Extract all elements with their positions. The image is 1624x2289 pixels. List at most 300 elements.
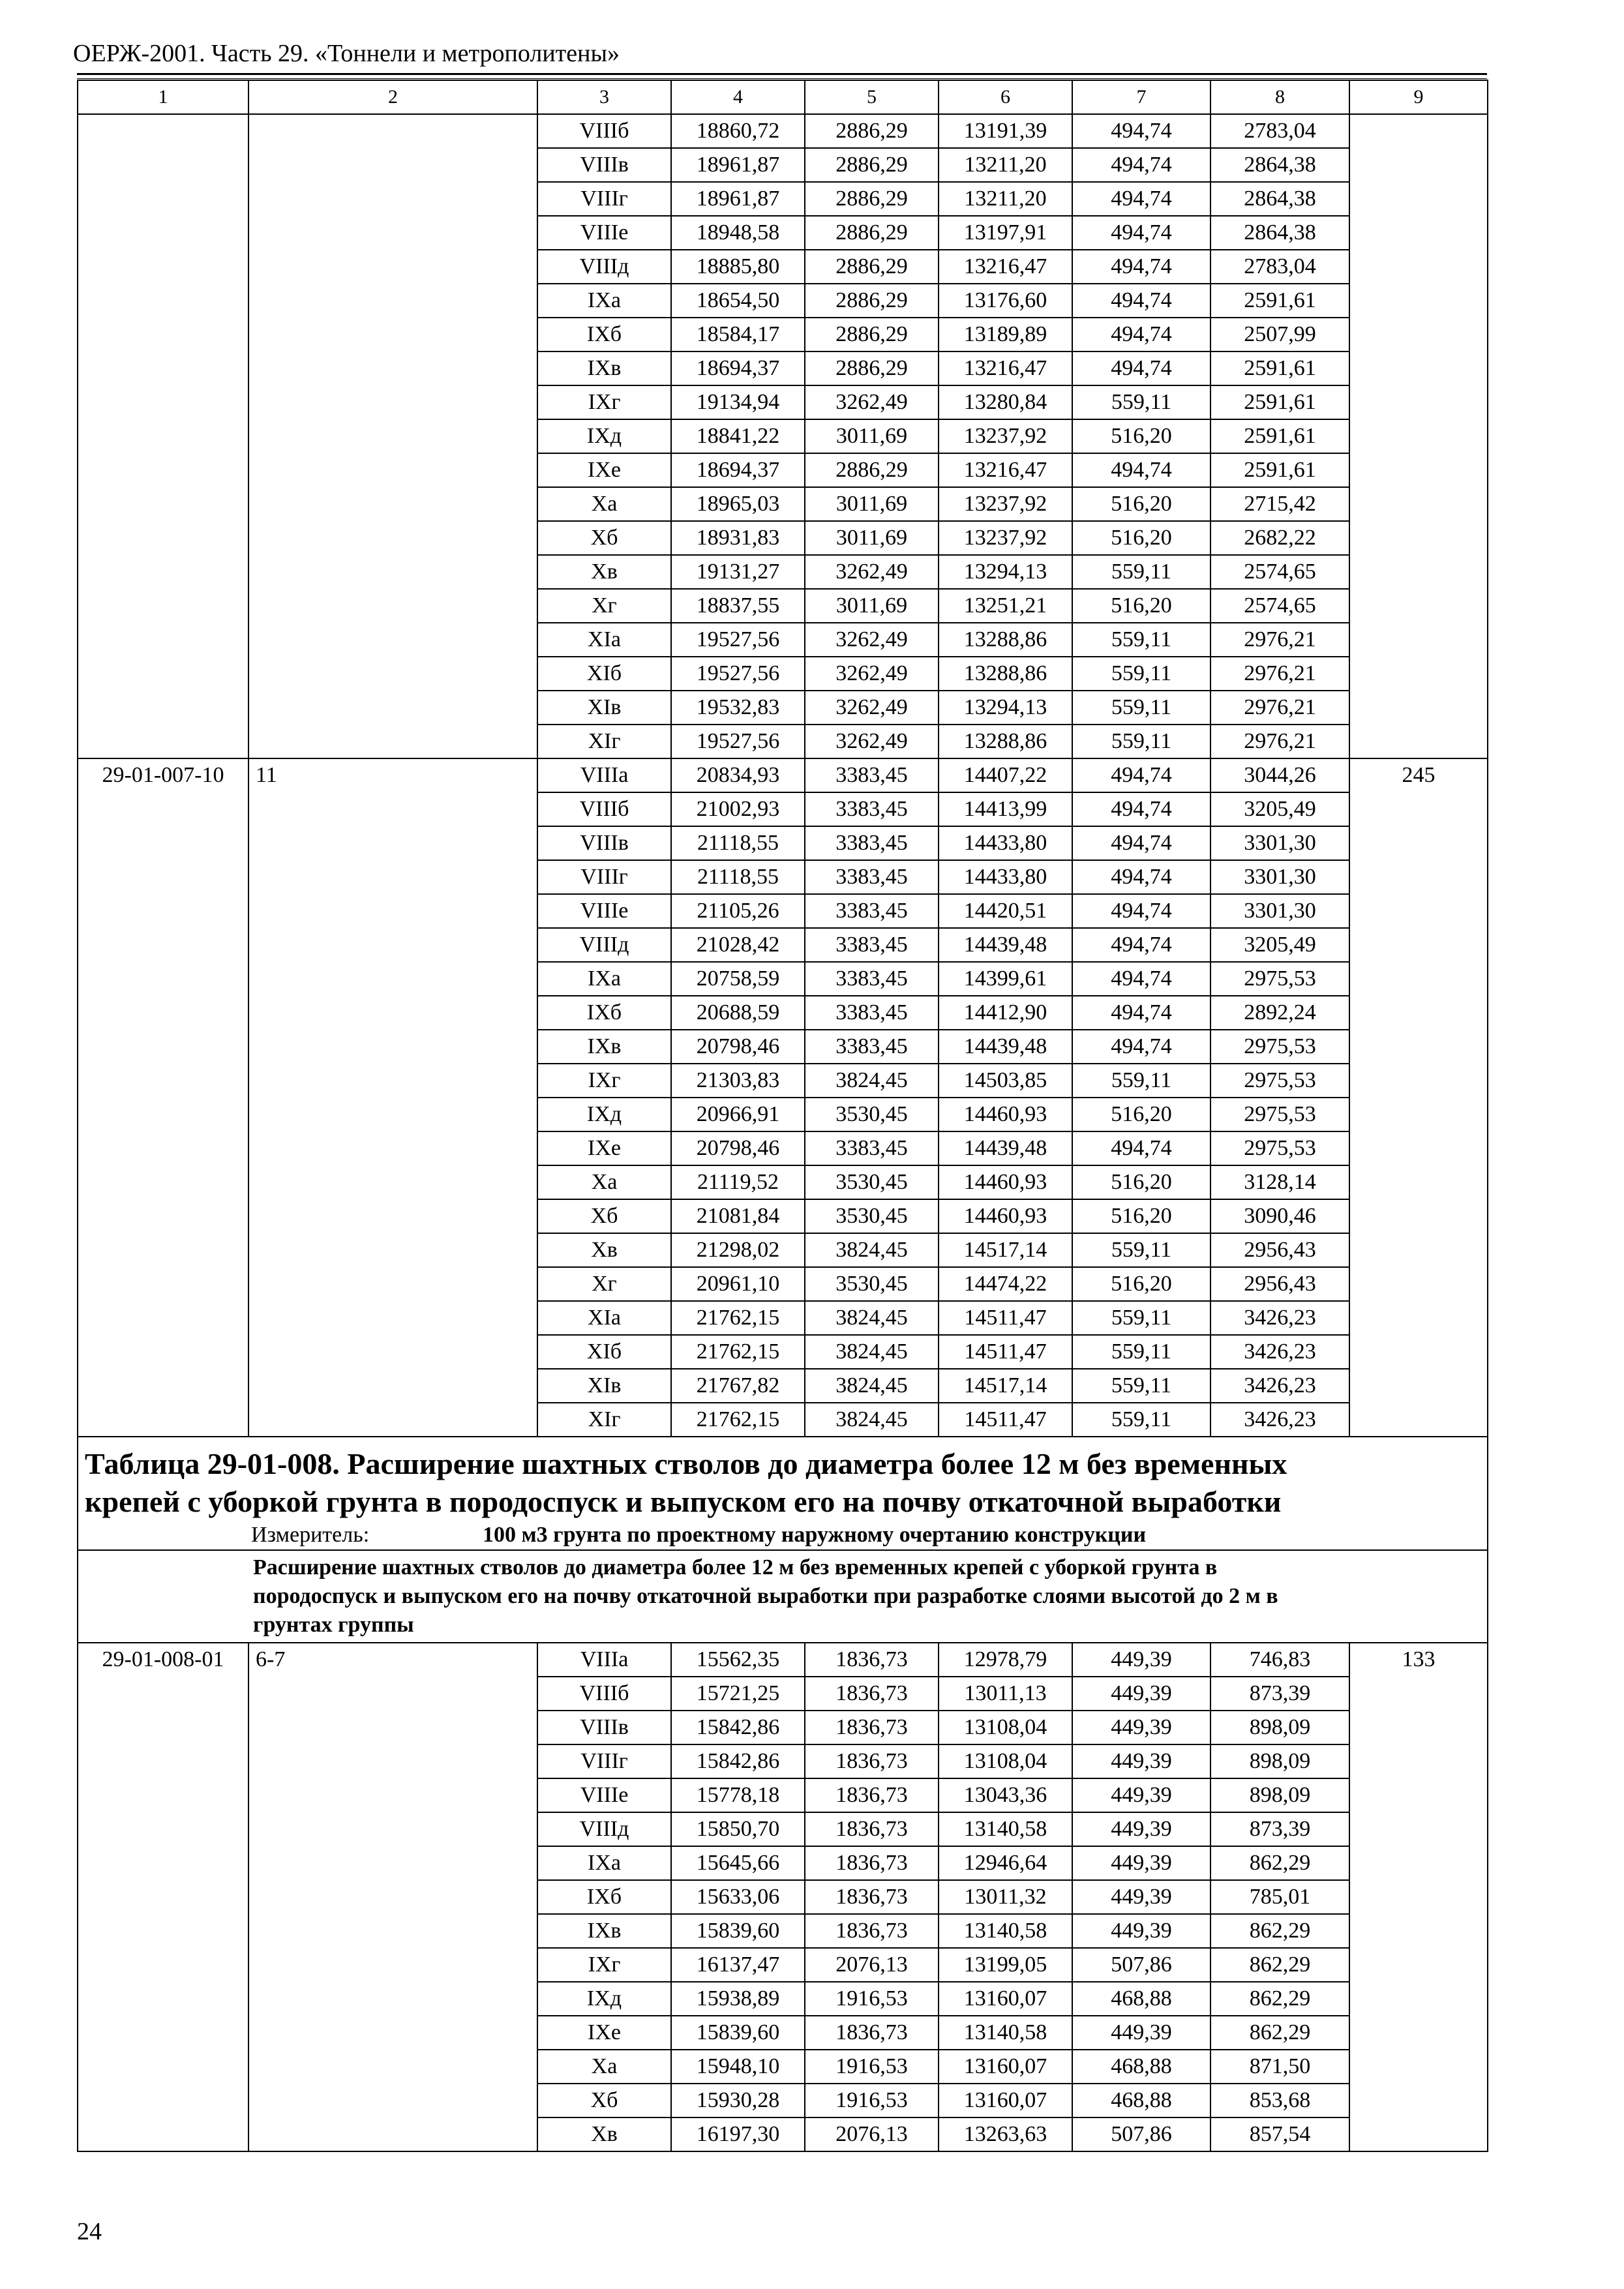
- table-cell: 2076,13: [805, 2117, 939, 2151]
- table-cell: 18837,55: [671, 589, 805, 623]
- table-cell: 559,11: [1072, 691, 1210, 725]
- table-cell: IXв: [537, 1030, 671, 1064]
- table-cell: 516,20: [1072, 1098, 1210, 1131]
- table-cell: 3262,49: [805, 385, 939, 419]
- table-cell: 18694,37: [671, 453, 805, 487]
- table-cell: 3530,45: [805, 1165, 939, 1199]
- table-cell: 21298,02: [671, 1233, 805, 1267]
- table-cell: 18961,87: [671, 182, 805, 216]
- table-cell: 20966,91: [671, 1098, 805, 1131]
- table-cell: 18654,50: [671, 284, 805, 318]
- table-cell: 1836,73: [805, 1812, 939, 1846]
- table-row: [78, 1643, 1488, 1677]
- soil-group-cell: 6-7: [248, 1643, 537, 2151]
- table-cell: 559,11: [1072, 385, 1210, 419]
- table-cell: 3383,45: [805, 894, 939, 928]
- table-cell: 12946,64: [939, 1846, 1072, 1880]
- table-cell: 1916,53: [805, 2050, 939, 2084]
- table-cell: 2956,43: [1210, 1233, 1349, 1267]
- description-cell: [78, 1550, 1488, 1643]
- table-cell: 2783,04: [1210, 250, 1349, 284]
- table-cell: 516,20: [1072, 521, 1210, 555]
- table-cell: 19527,56: [671, 657, 805, 691]
- table-cell: 2975,53: [1210, 1098, 1349, 1131]
- table-cell: VIIIв: [537, 1711, 671, 1744]
- table-cell: 3262,49: [805, 623, 939, 657]
- table-cell: IXд: [537, 419, 671, 453]
- table-cell: 2886,29: [805, 182, 939, 216]
- table-cell: 13199,05: [939, 1948, 1072, 1982]
- table-cell: 494,74: [1072, 250, 1210, 284]
- table-cell: 898,09: [1210, 1744, 1349, 1778]
- table-cell: 20961,10: [671, 1267, 805, 1301]
- table-cell: 14439,48: [939, 928, 1072, 962]
- table-cell: 13011,32: [939, 1880, 1072, 1914]
- table-cell: 507,86: [1072, 1948, 1210, 1982]
- table-title-line1: Таблица 29-01-008. Расширение шахтных стволов до диаметра более 12 м без временных: [85, 1447, 1287, 1480]
- table-cell: 494,74: [1072, 996, 1210, 1030]
- table-cell: 494,74: [1072, 1030, 1210, 1064]
- table-cell: 494,74: [1072, 216, 1210, 250]
- description-line3: грунтах группы: [253, 1613, 414, 1637]
- table-cell: 3044,26: [1210, 758, 1349, 792]
- table-cell: 559,11: [1072, 1403, 1210, 1437]
- table-cell: 898,09: [1210, 1711, 1349, 1744]
- header-rule: [77, 73, 1487, 75]
- table-cell: 2886,29: [805, 453, 939, 487]
- table-cell: 449,39: [1072, 1880, 1210, 1914]
- column-number: 8: [1210, 80, 1349, 114]
- table-cell: 18965,03: [671, 487, 805, 521]
- table-cell: 3205,49: [1210, 928, 1349, 962]
- table-cell: 449,39: [1072, 1914, 1210, 1948]
- table-cell: 21119,52: [671, 1165, 805, 1199]
- table-cell: 21118,55: [671, 860, 805, 894]
- table-cell: 2976,21: [1210, 623, 1349, 657]
- table-cell: 13294,13: [939, 691, 1072, 725]
- table-cell: 559,11: [1072, 1233, 1210, 1267]
- table-cell: 13140,58: [939, 1914, 1072, 1948]
- table-cell: 494,74: [1072, 962, 1210, 996]
- table-cell: Xв: [537, 555, 671, 589]
- table-cell: Xа: [537, 2050, 671, 2084]
- table-cell: 21762,15: [671, 1301, 805, 1335]
- column-number: 7: [1072, 80, 1210, 114]
- table-cell: 468,88: [1072, 2050, 1210, 2084]
- table-cell: 3301,30: [1210, 826, 1349, 860]
- table-cell: XIб: [537, 1335, 671, 1369]
- table-cell: 13160,07: [939, 2050, 1072, 2084]
- header-rule-thin: [77, 78, 1487, 79]
- table-cell: 3426,23: [1210, 1335, 1349, 1369]
- table-cell: 15930,28: [671, 2084, 805, 2117]
- table-cell: 873,39: [1210, 1677, 1349, 1711]
- table-cell: IXе: [537, 453, 671, 487]
- table-cell: 449,39: [1072, 1812, 1210, 1846]
- table-cell: 2574,65: [1210, 589, 1349, 623]
- table-cell: 18961,87: [671, 148, 805, 182]
- table-cell: 14439,48: [939, 1131, 1072, 1165]
- table-cell: 21303,83: [671, 1064, 805, 1098]
- table-cell: 14407,22: [939, 758, 1072, 792]
- table-cell: 494,74: [1072, 148, 1210, 182]
- table-cell: 19134,94: [671, 385, 805, 419]
- table-cell: VIIIг: [537, 182, 671, 216]
- table-cell: 21028,42: [671, 928, 805, 962]
- table-cell: 21118,55: [671, 826, 805, 860]
- table-cell: 494,74: [1072, 758, 1210, 792]
- table-cell: 516,20: [1072, 419, 1210, 453]
- meter-label: Измеритель:: [251, 1523, 370, 1547]
- table-cell: 21762,15: [671, 1403, 805, 1437]
- table-cell: 2976,21: [1210, 725, 1349, 758]
- table-cell: XIа: [537, 1301, 671, 1335]
- table-cell: Xб: [537, 2084, 671, 2117]
- table-cell: 494,74: [1072, 114, 1210, 148]
- table-cell: 1836,73: [805, 1643, 939, 1677]
- table-cell: 3262,49: [805, 691, 939, 725]
- table-cell: 2975,53: [1210, 1030, 1349, 1064]
- table-cell: 494,74: [1072, 894, 1210, 928]
- table-cell: 2864,38: [1210, 182, 1349, 216]
- table-cell: 494,74: [1072, 1131, 1210, 1165]
- table-cell: 516,20: [1072, 1199, 1210, 1233]
- table-cell: 2783,04: [1210, 114, 1349, 148]
- table-cell: 21002,93: [671, 792, 805, 826]
- table-cell: 3530,45: [805, 1267, 939, 1301]
- table-cell: 14511,47: [939, 1403, 1072, 1437]
- table-cell: 2591,61: [1210, 284, 1349, 318]
- table-cell: 13197,91: [939, 216, 1072, 250]
- table-cell: 2975,53: [1210, 1064, 1349, 1098]
- table-cell: 3383,45: [805, 928, 939, 962]
- column-number: 4: [671, 80, 805, 114]
- table-cell: 873,39: [1210, 1812, 1349, 1846]
- table-cell: 13189,89: [939, 318, 1072, 352]
- table-cell: 3530,45: [805, 1098, 939, 1131]
- table-cell: 2076,13: [805, 1948, 939, 1982]
- table-cell: 559,11: [1072, 1335, 1210, 1369]
- table-cell: 746,83: [1210, 1643, 1349, 1677]
- table-cell: 494,74: [1072, 318, 1210, 352]
- table-cell: 3011,69: [805, 419, 939, 453]
- table-cell: 14420,51: [939, 894, 1072, 928]
- table-cell: 15948,10: [671, 2050, 805, 2084]
- meter-value: 100 м3 грунта по проектному наружному очертанию конструкции: [483, 1523, 1147, 1547]
- table-cell: 18694,37: [671, 352, 805, 385]
- table-cell: 15842,86: [671, 1711, 805, 1744]
- table-cell: 3824,45: [805, 1233, 939, 1267]
- table-cell: IXе: [537, 1131, 671, 1165]
- table-cell: 16197,30: [671, 2117, 805, 2151]
- table-cell: VIIIд: [537, 928, 671, 962]
- table-cell: 3011,69: [805, 589, 939, 623]
- table-cell: VIIIд: [537, 1812, 671, 1846]
- column-number: 2: [248, 80, 537, 114]
- description-row: [78, 1550, 1488, 1643]
- table-cell: 1836,73: [805, 1744, 939, 1778]
- table-cell: Xа: [537, 1165, 671, 1199]
- table-cell: 13043,36: [939, 1778, 1072, 1812]
- table-cell: IXг: [537, 1064, 671, 1098]
- table-cell: 14399,61: [939, 962, 1072, 996]
- table-cell: 449,39: [1072, 1744, 1210, 1778]
- table-cell: 2886,29: [805, 148, 939, 182]
- table-cell: XIв: [537, 1369, 671, 1403]
- table-cell: 2507,99: [1210, 318, 1349, 352]
- table-cell: XIг: [537, 725, 671, 758]
- table-cell: 19131,27: [671, 555, 805, 589]
- table-cell: 18948,58: [671, 216, 805, 250]
- table-cell: VIIIв: [537, 148, 671, 182]
- table-cell: IXб: [537, 996, 671, 1030]
- column-number: 6: [939, 80, 1072, 114]
- table-cell: Xб: [537, 521, 671, 555]
- table-cell: 1836,73: [805, 1846, 939, 1880]
- table-cell: 2975,53: [1210, 1131, 1349, 1165]
- table-cell: 14460,93: [939, 1098, 1072, 1131]
- description-line2: породоспуск и выпуском его на почву откаточной выработки при разработке слоями высотой до 2 м в: [253, 1584, 1278, 1608]
- table-cell: 13011,13: [939, 1677, 1072, 1711]
- table-cell: VIIIа: [537, 758, 671, 792]
- table-cell: 468,88: [1072, 2084, 1210, 2117]
- column-9-cell: 245: [1349, 758, 1488, 1437]
- table-cell: IXд: [537, 1098, 671, 1131]
- table-cell: XIа: [537, 623, 671, 657]
- table-cell: 449,39: [1072, 1643, 1210, 1677]
- table-cell: 20798,46: [671, 1030, 805, 1064]
- table-cell: VIIIг: [537, 1744, 671, 1778]
- column-9-cell: [1349, 114, 1488, 758]
- table-cell: 3262,49: [805, 725, 939, 758]
- table-cell: 449,39: [1072, 1846, 1210, 1880]
- table-cell: 3383,45: [805, 860, 939, 894]
- table-cell: 3383,45: [805, 758, 939, 792]
- table-cell: 20834,93: [671, 758, 805, 792]
- table-cell: XIб: [537, 657, 671, 691]
- table-cell: 3824,45: [805, 1064, 939, 1098]
- table-cell: 13211,20: [939, 182, 1072, 216]
- table-cell: IXе: [537, 2016, 671, 2050]
- table-cell: 559,11: [1072, 1301, 1210, 1335]
- table-cell: 3824,45: [805, 1369, 939, 1403]
- table-cell: 13160,07: [939, 2084, 1072, 2117]
- table-cell: IXв: [537, 352, 671, 385]
- table-cell: 13160,07: [939, 1982, 1072, 2016]
- table-cell: 3824,45: [805, 1403, 939, 1437]
- table-cell: 468,88: [1072, 1982, 1210, 2016]
- table-cell: 3383,45: [805, 826, 939, 860]
- table-cell: 14439,48: [939, 1030, 1072, 1064]
- table-cell: IXг: [537, 1948, 671, 1982]
- table-cell: 18885,80: [671, 250, 805, 284]
- table-cell: 853,68: [1210, 2084, 1349, 2117]
- table-cell: 2886,29: [805, 216, 939, 250]
- table-cell: 862,29: [1210, 1982, 1349, 2016]
- table-cell: 2976,21: [1210, 657, 1349, 691]
- table-cell: 3301,30: [1210, 860, 1349, 894]
- table-cell: 15778,18: [671, 1778, 805, 1812]
- table-cell: 19527,56: [671, 623, 805, 657]
- meter-line: [85, 1521, 1487, 1549]
- table-cell: 449,39: [1072, 1711, 1210, 1744]
- table-cell: 13191,39: [939, 114, 1072, 148]
- table-cell: 21767,82: [671, 1369, 805, 1403]
- table-cell: 2886,29: [805, 284, 939, 318]
- table-cell: 494,74: [1072, 352, 1210, 385]
- table-cell: 3011,69: [805, 487, 939, 521]
- table-cell: 13108,04: [939, 1744, 1072, 1778]
- table-cell: 14503,85: [939, 1064, 1072, 1098]
- table-cell: IXв: [537, 1914, 671, 1948]
- table-cell: IXг: [537, 385, 671, 419]
- table-cell: 559,11: [1072, 657, 1210, 691]
- table-cell: 13216,47: [939, 352, 1072, 385]
- table-cell: 2591,61: [1210, 419, 1349, 453]
- table-cell: 13263,63: [939, 2117, 1072, 2151]
- table-cell: 2886,29: [805, 318, 939, 352]
- table-cell: 13280,84: [939, 385, 1072, 419]
- table-cell: 1836,73: [805, 2016, 939, 2050]
- table-cell: 13216,47: [939, 453, 1072, 487]
- table-cell: 3383,45: [805, 1131, 939, 1165]
- table-cell: 1836,73: [805, 1711, 939, 1744]
- table-cell: VIIIв: [537, 826, 671, 860]
- table-cell: 2682,22: [1210, 521, 1349, 555]
- table-cell: 2864,38: [1210, 148, 1349, 182]
- table-cell: 15721,25: [671, 1677, 805, 1711]
- table-cell: 507,86: [1072, 2117, 1210, 2151]
- table-cell: 857,54: [1210, 2117, 1349, 2151]
- column-number: 1: [78, 80, 248, 114]
- table-cell: 3383,45: [805, 1030, 939, 1064]
- column-number: 3: [537, 80, 671, 114]
- table-cell: 2886,29: [805, 352, 939, 385]
- table-cell: IXа: [537, 962, 671, 996]
- table-cell: VIIIб: [537, 1677, 671, 1711]
- table-cell: 14413,99: [939, 792, 1072, 826]
- table-cell: 559,11: [1072, 1064, 1210, 1098]
- soil-group-cell: 11: [248, 758, 537, 1437]
- table-title-line2: крепей с уборкой грунта в породоспуск и выпуском его на почву откаточной выработки: [85, 1485, 1282, 1518]
- table-cell: 516,20: [1072, 1165, 1210, 1199]
- table-cell: 2976,21: [1210, 691, 1349, 725]
- table-cell: 785,01: [1210, 1880, 1349, 1914]
- table-cell: 2886,29: [805, 114, 939, 148]
- table-cell: 21762,15: [671, 1335, 805, 1369]
- table-cell: 2715,42: [1210, 487, 1349, 521]
- table-cell: 15842,86: [671, 1744, 805, 1778]
- table-cell: 13288,86: [939, 725, 1072, 758]
- table-row: [78, 114, 1488, 148]
- table-cell: 3383,45: [805, 792, 939, 826]
- table-cell: Xб: [537, 1199, 671, 1233]
- table-cell: 449,39: [1072, 1677, 1210, 1711]
- table-cell: VIIIе: [537, 894, 671, 928]
- table-cell: 18860,72: [671, 114, 805, 148]
- table-cell: 15633,06: [671, 1880, 805, 1914]
- table-cell: 3205,49: [1210, 792, 1349, 826]
- table-cell: 516,20: [1072, 487, 1210, 521]
- table-cell: 13211,20: [939, 148, 1072, 182]
- table-cell: 15839,60: [671, 2016, 805, 2050]
- table-cell: 3426,23: [1210, 1301, 1349, 1335]
- table-cell: 1836,73: [805, 1880, 939, 1914]
- table-cell: 871,50: [1210, 2050, 1349, 2084]
- table-cell: 13216,47: [939, 250, 1072, 284]
- table-cell: 19532,83: [671, 691, 805, 725]
- table-cell: 13108,04: [939, 1711, 1072, 1744]
- table-cell: XIг: [537, 1403, 671, 1437]
- table-cell: 862,29: [1210, 2016, 1349, 2050]
- table-cell: 15850,70: [671, 1812, 805, 1846]
- table-cell: 2591,61: [1210, 352, 1349, 385]
- table-cell: 2886,29: [805, 250, 939, 284]
- table-cell: 13237,92: [939, 487, 1072, 521]
- table-cell: 1836,73: [805, 1778, 939, 1812]
- table-cell: 21081,84: [671, 1199, 805, 1233]
- table-cell: 18584,17: [671, 318, 805, 352]
- table-cell: 13140,58: [939, 1812, 1072, 1846]
- table-cell: 1836,73: [805, 1914, 939, 1948]
- table-cell: 3426,23: [1210, 1369, 1349, 1403]
- table-cell: 14433,80: [939, 826, 1072, 860]
- table-cell: 3090,46: [1210, 1199, 1349, 1233]
- table-cell: 13288,86: [939, 657, 1072, 691]
- soil-group-cell: [248, 114, 537, 758]
- table-cell: 3824,45: [805, 1301, 939, 1335]
- table-cell: 559,11: [1072, 725, 1210, 758]
- table-cell: 15645,66: [671, 1846, 805, 1880]
- table-cell: XIв: [537, 691, 671, 725]
- table-cell: IXа: [537, 1846, 671, 1880]
- table-cell: 2975,53: [1210, 962, 1349, 996]
- table-cell: 1916,53: [805, 2084, 939, 2117]
- table-cell: 13176,60: [939, 284, 1072, 318]
- table-cell: 494,74: [1072, 182, 1210, 216]
- table-cell: VIIIа: [537, 1643, 671, 1677]
- rate-code-cell: [78, 114, 248, 758]
- table-cell: 494,74: [1072, 284, 1210, 318]
- table-title-row: [78, 1437, 1488, 1550]
- table-cell: 449,39: [1072, 1778, 1210, 1812]
- table-cell: 20798,46: [671, 1131, 805, 1165]
- table-cell: 14517,14: [939, 1369, 1072, 1403]
- table-cell: 18931,83: [671, 521, 805, 555]
- table-cell: 3383,45: [805, 996, 939, 1030]
- table-cell: 14412,90: [939, 996, 1072, 1030]
- table-cell: 494,74: [1072, 928, 1210, 962]
- table-cell: 14511,47: [939, 1301, 1072, 1335]
- table-cell: 18841,22: [671, 419, 805, 453]
- table-cell: 3262,49: [805, 555, 939, 589]
- table-cell: 3301,30: [1210, 894, 1349, 928]
- table-cell: 15938,89: [671, 1982, 805, 2016]
- table-cell: IXа: [537, 284, 671, 318]
- table-cell: 862,29: [1210, 1948, 1349, 1982]
- table-cell: IXд: [537, 1982, 671, 2016]
- table-cell: 516,20: [1072, 1267, 1210, 1301]
- table-cell: 14517,14: [939, 1233, 1072, 1267]
- table-cell: Xг: [537, 1267, 671, 1301]
- table-cell: 2591,61: [1210, 385, 1349, 419]
- table-cell: 2574,65: [1210, 555, 1349, 589]
- table-cell: 2864,38: [1210, 216, 1349, 250]
- table-cell: 14433,80: [939, 860, 1072, 894]
- table-cell: IXб: [537, 318, 671, 352]
- table-cell: 13237,92: [939, 419, 1072, 453]
- table-cell: Xа: [537, 487, 671, 521]
